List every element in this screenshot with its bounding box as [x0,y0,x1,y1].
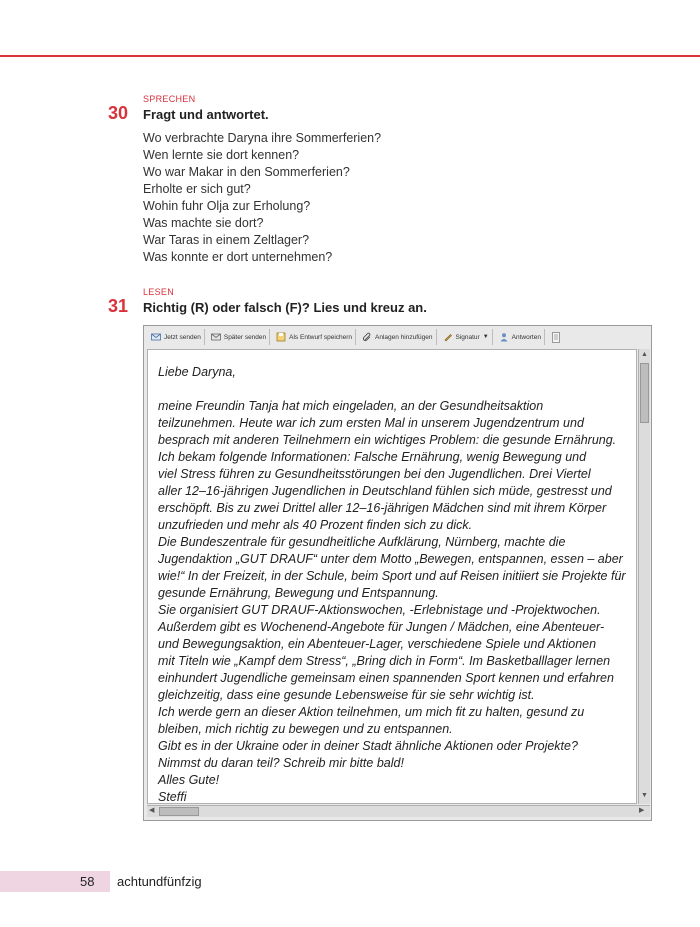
email-line: Nimmst du daran teil? Schreib mir bitte bald! [158,756,404,770]
page-number: 58 [80,874,95,889]
email-line: gleichzeitig, dass eine gesunde Lebensweise für sie sehr wichtig ist. [158,688,535,702]
contacts-label: Antworten [511,333,541,341]
email-line: teilzunehmen. Heute war ich zum ersten Mal in unserem Jugendzentrum und [158,416,584,430]
section-label-lesen: LESEN [143,287,175,297]
email-toolbar [144,326,651,348]
email-line: aller 12–16-jährigen Jugendlichen in Deutschland fühlen sich müde, gestresst und [158,484,612,498]
signature-pen-icon [443,332,453,342]
email-line: Gibt es in der Ukraine oder in deiner Stadt ähnliche Aktionen oder Projekte? [158,739,578,753]
signature-label: Signatur [455,333,480,341]
question-item: Wo verbrachte Daryna ihre Sommerferien? [143,131,382,145]
email-line: Alles Gute! [158,773,220,787]
horizontal-scroll-thumb[interactable] [159,807,199,816]
send-now-button[interactable] [148,329,205,345]
send-later-icon [211,332,221,342]
page-number-word: achtundfünfzig [117,874,202,889]
email-line: erschöpft. Bis zu zwei Drittel aller 12–16-jährigen Mädchen sind mit ihrem Körper [158,501,607,515]
vertical-scroll-thumb[interactable] [640,363,649,423]
email-line: Außerdem gibt es Wochenend-Angebote für Jungen / Mädchen, eine Abenteuer- [158,620,605,634]
email-line: gesunde Ernährung, Bewegung und Entspannung. [158,586,439,600]
question-item: Was machte sie dort? [143,216,264,230]
question-item: Wen lernte sie dort kennen? [143,148,300,162]
question-list [143,130,381,266]
section-label-sprechen: SPRECHEN [143,94,196,104]
more-button[interactable] [548,329,567,345]
email-line: mit Titeln wie „Kampf dem Stress“, „Bring dich in Form“. Im Basketballlager lernen [158,654,611,668]
question-item: Wohin fuhr Olja zur Erholung? [143,199,311,213]
email-line: Sie organisiert GUT DRAUF-Aktionswochen, -Erlebnistage und -Projektwochen. [158,603,601,617]
email-line: und Bewegungsaktion, ein Abenteuer-Lager, verschiedene Spiele und Aktionen [158,637,597,651]
vertical-scrollbar[interactable] [638,349,650,804]
scroll-down-icon[interactable]: ▼ [641,792,648,799]
email-line: wie!“ In der Freizeit, in der Schule, beim Sport und auf Reisen initiiert sie Projekte für [158,569,626,583]
save-draft-icon [276,332,286,342]
email-line: meine Freundin Tanja hat mich eingeladen, an der Gesundheitsaktion [158,399,544,413]
email-line: Ich bekam folgende Informationen: Falsche Ernährung, wenig Bewegung und [158,450,587,464]
attach-button[interactable] [359,329,436,345]
send-later-button[interactable] [208,329,270,345]
send-later-label: Später senden [223,333,267,341]
question-item: War Taras in einem Zeltlager? [143,233,310,247]
top-divider-line [0,55,700,57]
save-draft-button[interactable] [273,329,356,345]
chevron-down-icon: ▼ [482,334,489,340]
email-line: Die Bundeszentrale für gesundheitliche Aufklärung, Nürnberg, machte die [158,535,566,549]
attach-label: Anlagen hinzufügen [375,333,433,341]
horizontal-scrollbar[interactable] [147,805,650,817]
email-line: Jugendaktion „GUT DRAUF“ unter dem Motto „Bewegen, entspannen, essen – aber [158,552,623,566]
email-line: bleiben, mich richtig zu bewegen und zu entspannen. [158,722,453,736]
email-greeting: Liebe Daryna, [158,365,236,379]
email-signature: Steffi [158,790,187,804]
scroll-up-icon[interactable]: ▲ [641,351,648,358]
question-item: Wo war Makar in den Sommerferien? [143,165,350,179]
save-draft-label: Als Entwurf speichern [289,333,353,341]
contacts-button[interactable] [496,329,545,345]
paperclip-icon [362,332,372,342]
signature-dropdown[interactable] [440,329,493,345]
exercise-title-31: Richtig (R) oder falsch (F)? Lies und kreuz an. [143,300,427,315]
scroll-right-icon[interactable]: ▶ [639,807,645,814]
scroll-left-icon[interactable]: ◀ [149,807,155,814]
send-now-icon [151,332,161,342]
send-now-label: Jetzt senden [164,333,201,341]
email-line: unzufrieden und mehr als 40 Prozent finden sich zu dick. [158,518,473,532]
exercise-title-30: Fragt und antwortet. [143,107,269,122]
email-line: besprach mit anderen Teilnehmern ein wichtiges Problem: die gesunde Ernährung. [158,433,617,447]
email-line: viel Stress führen zu Gesundheitsstörungen bei den Jugendlichen. Drei Viertel [158,467,591,481]
question-item: Erholte er sich gut? [143,182,251,196]
question-item: Was konnte er dort unternehmen? [143,250,333,264]
email-body[interactable] [147,349,637,804]
exercise-number-31: 31 [108,296,129,316]
exercise-number-30: 30 [108,103,129,123]
email-line: einhundert Jugendliche gemeinsam einen spannenden Sport kennen und erfahren [158,671,614,685]
email-window [143,325,652,821]
email-line: Ich werde gern an dieser Aktion teilnehmen, um mich fit zu halten, gesund zu [158,705,585,719]
document-icon [551,332,561,343]
contact-icon [499,332,509,342]
